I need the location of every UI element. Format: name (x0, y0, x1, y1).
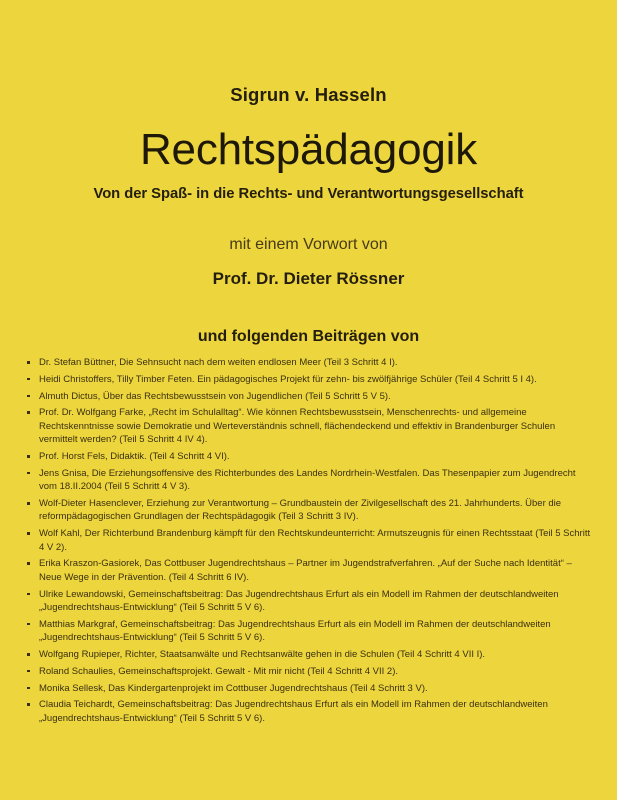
bullet-icon (27, 395, 30, 398)
contributions-heading: und folgenden Beiträgen von (197, 328, 420, 345)
contribution-text: Erika Kraszon-Gasiorek, Das Cottbuser Jugendrechtshaus – Partner im Jugendstrafverfahren. „Auf der Suche nach Identität“ – Neue Wege in der Prävention. (Teil 4 Schritt 6 IV). (39, 558, 572, 583)
contribution-item (27, 406, 592, 446)
book-subtitle: Von der Spaß- in die Rechts- und Verantwortungsgesellschaft (93, 186, 524, 202)
contribution-item (27, 527, 592, 554)
bullet-icon (27, 532, 30, 535)
contribution-text: Monika Sellesk, Das Kindergartenprojekt im Cottbuser Jugendrechtshaus (Teil 4 Schritt 3 V). (39, 682, 428, 694)
contribution-text: Roland Schaulies, Gemeinschaftsprojekt. Gewalt - Mit mir nicht (Teil 4 Schritt 4 VII 2). (39, 665, 399, 677)
contributions-list (27, 356, 592, 729)
contribution-item (27, 682, 592, 695)
bullet-icon (27, 687, 30, 690)
contribution-text: Wolfgang Rupieper, Richter, Staatsanwälte und Rechtsanwälte gehen in die Schulen (Teil 4 Schritt 4 VII I). (39, 649, 486, 661)
contribution-text: Almuth Dictus, Über das Rechtsbewusstsein von Jugendlichen (Teil 5 Schritt 5 V 5). (39, 390, 391, 402)
bullet-icon (27, 455, 30, 458)
bullet-icon (27, 361, 30, 364)
bullet-icon (27, 703, 30, 706)
contribution-text: Wolf-Dieter Hasenclever, Erziehung zur Verantwortung – Grundbaustein der Zivilgesellschaft des 21. Jahrhunderts. Über die reformpädagogischen Grundlagen der Rechtspädagogik (Teil 3 Schritt 3 IV). (39, 498, 562, 523)
contribution-item (27, 665, 592, 678)
contribution-item (27, 356, 592, 369)
contribution-item (27, 588, 592, 615)
contribution-text: Wolf Kahl, Der Richterbund Brandenburg kämpft für den Rechtskundeunterricht: Armutszeugnis für einen Rechtsstaat (Teil 5 Schritt 4 V 2). (39, 528, 591, 553)
contribution-text: Dr. Stefan Büttner, Die Sehnsucht nach dem weiten endlosen Meer (Teil 3 Schritt 4 I). (39, 357, 398, 368)
contribution-text: Claudia Teichardt, Gemeinschaftsbeitrag: Das Jugendrechtshaus Erfurt als ein Modell im Rahmen der deutschlandweiten „Jugendrechtshaus-Entwicklung“ (Teil 5 Schritt 5 V 6). (39, 699, 548, 724)
contribution-text: Matthias Markgraf, Gemeinschaftsbeitrag: Das Jugendrechtshaus Erfurt als ein Modell im Rahmen der deutschlandweiten „Jugendrechtshaus-Entwicklung“ (Teil 5 Schritt 5 V 6). (39, 618, 551, 644)
book-title: Rechtspädagogik (139, 125, 477, 174)
foreword-intro-label: mit einem Vorwort von (229, 236, 388, 253)
contribution-item (27, 648, 592, 661)
bullet-icon (27, 593, 30, 596)
bullet-icon (27, 562, 30, 565)
bullet-icon (27, 472, 30, 475)
contribution-item (27, 373, 592, 386)
bullet-icon (27, 623, 30, 626)
contribution-item (27, 497, 592, 524)
contribution-item (27, 618, 592, 645)
bullet-icon (27, 411, 30, 414)
bullet-icon (27, 502, 30, 505)
contribution-item (27, 390, 592, 403)
foreword-author-name: Prof. Dr. Dieter Rössner (212, 269, 405, 288)
contribution-item (27, 557, 592, 584)
bullet-icon (27, 378, 30, 381)
contribution-text: Prof. Horst Fels, Didaktik. (Teil 4 Schritt 4 VI). (39, 451, 230, 462)
contribution-text: Prof. Dr. Wolfgang Farke, „Recht im Schulalltag“. Wie können Rechtsbewusstsein, Menschenrechts- und allgemeine Rechtskenntnisse sowie Demokratie und Werteverständnis schnell, flächendeckend und effektiv in Brandenburger Schulen vermittelt werden? (Teil 5 Schritt 4 IV 4). (39, 407, 556, 446)
bullet-icon (27, 653, 30, 656)
contribution-text: Heidi Christoffers, Tilly Timber Feten. Ein pädagogisches Projekt für zehn- bis zwölfjährige Schüler (Teil 4 Schritt 5 I 4). (39, 373, 537, 385)
bullet-icon (27, 670, 30, 673)
contribution-item (27, 467, 592, 494)
contribution-text: Jens Gnisa, Die Erziehungsoffensive des Richterbundes des Landes Nordrhein-Westfalen. Das Thesenpapier zum Jugendrecht vom 18.II.2004 (Teil 5 Schritt 4 V 3). (39, 467, 576, 493)
contribution-item (27, 450, 592, 463)
author-name: Sigrun v. Hasseln (230, 84, 387, 105)
contribution-item (27, 698, 592, 725)
contribution-text: Ulrike Lewandowski, Gemeinschaftsbeitrag: Das Jugendrechtshaus Erfurt als ein Modell im Rahmen der deutschlandweiten „Jugendrechtshaus-Entwicklung“ (Teil 5 Schritt 5 V 6). (39, 588, 559, 614)
